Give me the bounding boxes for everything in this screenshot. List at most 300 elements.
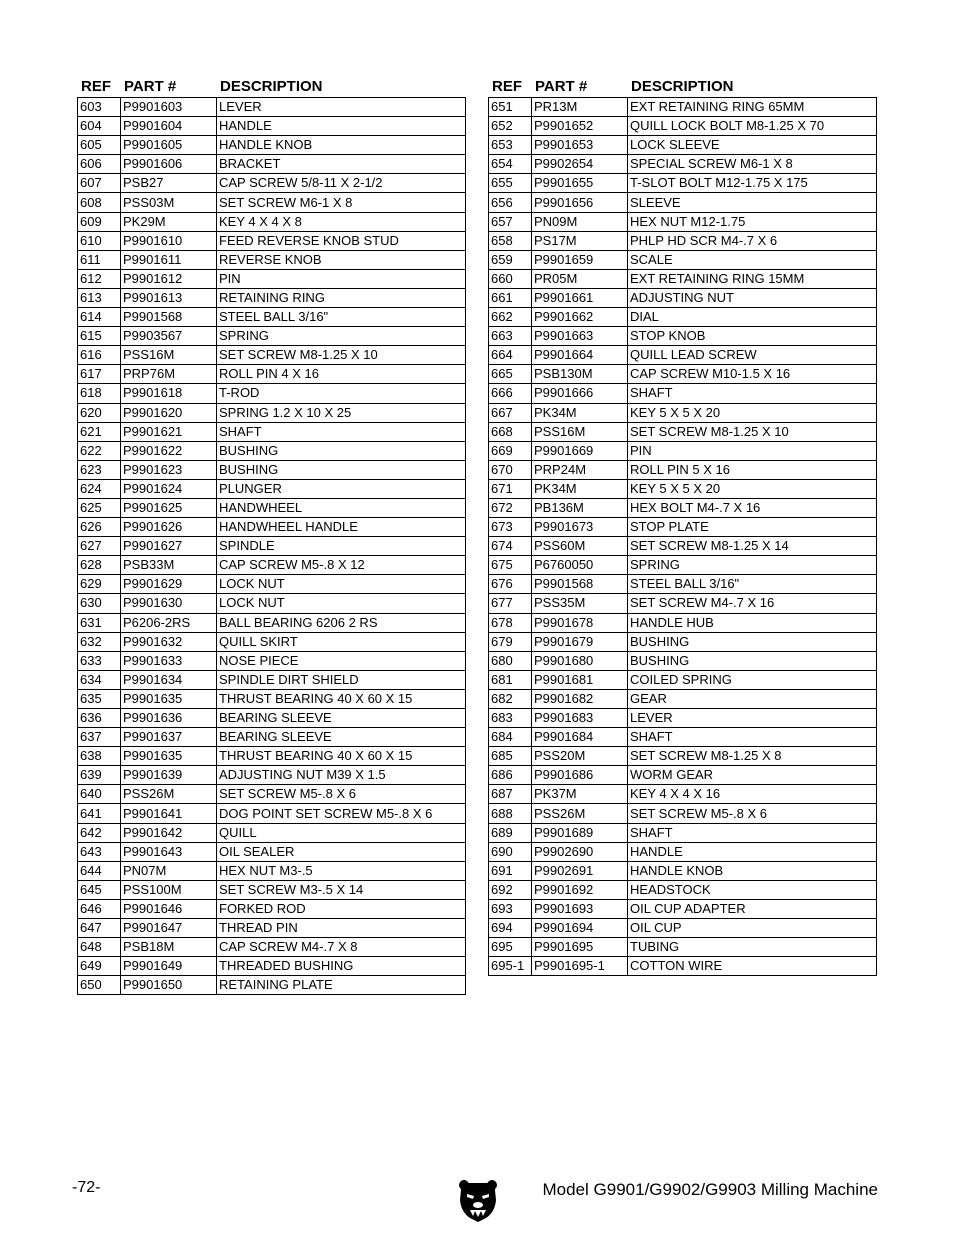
part-number-cell: PSS20M — [532, 747, 628, 766]
part-number-cell: P9901689 — [532, 823, 628, 842]
part-number-cell: P9901642 — [121, 823, 217, 842]
part-number-cell: P9901568 — [121, 308, 217, 327]
table-row — [489, 269, 877, 288]
ref-cell: 631 — [78, 613, 121, 632]
ref-cell: 692 — [489, 880, 532, 899]
ref-cell: 635 — [78, 689, 121, 708]
description-cell: SET SCREW M4-.7 X 16 — [628, 594, 877, 613]
description-cell: TUBING — [628, 938, 877, 957]
description-cell: SLEEVE — [628, 193, 877, 212]
ref-cell: 625 — [78, 498, 121, 517]
description-cell: THRUST BEARING 40 X 60 X 15 — [217, 747, 466, 766]
description-cell: SET SCREW M5-.8 X 6 — [217, 785, 466, 804]
description-cell: PIN — [628, 441, 877, 460]
description-cell: BUSHING — [628, 632, 877, 651]
table-row — [489, 957, 877, 976]
ref-cell: 691 — [489, 861, 532, 880]
ref-cell: 612 — [78, 269, 121, 288]
ref-cell: 640 — [78, 785, 121, 804]
ref-cell: 680 — [489, 651, 532, 670]
part-number-cell: P9901630 — [121, 594, 217, 613]
part-number-cell: P9901629 — [121, 575, 217, 594]
ref-cell: 686 — [489, 766, 532, 785]
ref-cell: 632 — [78, 632, 121, 651]
table-row — [489, 899, 877, 918]
ref-cell: 683 — [489, 709, 532, 728]
ref-cell: 695-1 — [489, 957, 532, 976]
ref-cell: 661 — [489, 288, 532, 307]
part-number-cell: P9901625 — [121, 498, 217, 517]
table-row — [78, 938, 466, 957]
ref-cell: 684 — [489, 728, 532, 747]
ref-cell: 639 — [78, 766, 121, 785]
description-cell: HANDLE — [217, 117, 466, 136]
description-cell: RETAINING PLATE — [217, 976, 466, 995]
part-number-cell: P9901678 — [532, 613, 628, 632]
ref-cell: 657 — [489, 212, 532, 231]
table-row — [78, 346, 466, 365]
table-row — [489, 346, 877, 365]
table-row — [78, 117, 466, 136]
part-number-cell: P9901606 — [121, 155, 217, 174]
table-row — [489, 575, 877, 594]
ref-cell: 675 — [489, 556, 532, 575]
part-number-cell: P9901611 — [121, 250, 217, 269]
ref-cell: 605 — [78, 136, 121, 155]
description-cell: T-SLOT BOLT M12-1.75 X 175 — [628, 174, 877, 193]
part-number-cell: P9901635 — [121, 689, 217, 708]
part-number-cell: PSS03M — [121, 193, 217, 212]
part-number-cell: PSS60M — [532, 537, 628, 556]
part-number-cell: P9901661 — [532, 288, 628, 307]
description-cell: SET SCREW M5-.8 X 6 — [628, 804, 877, 823]
table-row — [489, 479, 877, 498]
table-row — [489, 919, 877, 938]
part-number-cell: PSB130M — [532, 365, 628, 384]
description-cell: SHAFT — [628, 728, 877, 747]
part-number-cell: P9901623 — [121, 460, 217, 479]
description-cell: HANDLE HUB — [628, 613, 877, 632]
ref-cell: 676 — [489, 575, 532, 594]
table-row — [489, 670, 877, 689]
ref-cell: 646 — [78, 899, 121, 918]
table-row — [78, 155, 466, 174]
part-number-cell: P9901604 — [121, 117, 217, 136]
part-number-cell: P9901695-1 — [532, 957, 628, 976]
table-row — [78, 823, 466, 842]
table-row — [78, 250, 466, 269]
description-cell: SET SCREW M8-1.25 X 10 — [217, 346, 466, 365]
description-cell: HANDLE KNOB — [217, 136, 466, 155]
ref-cell: 671 — [489, 479, 532, 498]
ref-cell: 655 — [489, 174, 532, 193]
part-number-cell: PB136M — [532, 498, 628, 517]
description-cell: QUILL LOCK BOLT M8-1.25 X 70 — [628, 117, 877, 136]
ref-cell: 614 — [78, 308, 121, 327]
table-row — [78, 174, 466, 193]
description-cell: CAP SCREW 5/8-11 X 2-1/2 — [217, 174, 466, 193]
table-row — [489, 518, 877, 537]
description-cell: OIL CUP — [628, 919, 877, 938]
ref-cell: 630 — [78, 594, 121, 613]
description-cell: ADJUSTING NUT — [628, 288, 877, 307]
description-cell: QUILL — [217, 823, 466, 842]
ref-cell: 690 — [489, 842, 532, 861]
description-cell: HANDWHEEL — [217, 498, 466, 517]
part-number-cell: PK37M — [532, 785, 628, 804]
description-cell: HANDWHEEL HANDLE — [217, 518, 466, 537]
ref-cell: 687 — [489, 785, 532, 804]
table-row — [78, 861, 466, 880]
ref-cell: 681 — [489, 670, 532, 689]
ref-cell: 606 — [78, 155, 121, 174]
part-number-cell: P9901636 — [121, 709, 217, 728]
description-cell: PHLP HD SCR M4-.7 X 6 — [628, 231, 877, 250]
description-cell: EXT RETAINING RING 15MM — [628, 269, 877, 288]
description-cell: COTTON WIRE — [628, 957, 877, 976]
part-number-cell: P9901622 — [121, 441, 217, 460]
table-row — [489, 365, 877, 384]
table-row — [78, 689, 466, 708]
part-number-cell: PS17M — [532, 231, 628, 250]
table-row — [78, 327, 466, 346]
ref-cell: 652 — [489, 117, 532, 136]
table-row — [78, 212, 466, 231]
part-number-cell: P9901659 — [532, 250, 628, 269]
table-row — [489, 880, 877, 899]
ref-cell: 609 — [78, 212, 121, 231]
description-cell: ADJUSTING NUT M39 X 1.5 — [217, 766, 466, 785]
table-row — [78, 231, 466, 250]
part-number-cell: P9901643 — [121, 842, 217, 861]
part-header: PART # — [124, 78, 177, 95]
ref-cell: 617 — [78, 365, 121, 384]
description-cell: FORKED ROD — [217, 899, 466, 918]
page-number: -72- — [72, 1179, 101, 1196]
ref-cell: 667 — [489, 403, 532, 422]
description-cell: THRUST BEARING 40 X 60 X 15 — [217, 689, 466, 708]
table-row — [489, 174, 877, 193]
part-number-cell: P9901612 — [121, 269, 217, 288]
description-cell: BALL BEARING 6206 2 RS — [217, 613, 466, 632]
ref-cell: 651 — [489, 98, 532, 117]
ref-cell: 677 — [489, 594, 532, 613]
table-row — [489, 556, 877, 575]
ref-cell: 629 — [78, 575, 121, 594]
ref-cell: 695 — [489, 938, 532, 957]
table-row — [78, 518, 466, 537]
description-cell: STEEL BALL 3/16" — [217, 308, 466, 327]
part-number-cell: PSS26M — [121, 785, 217, 804]
description-cell: KEY 5 X 5 X 20 — [628, 403, 877, 422]
description-cell: LOCK SLEEVE — [628, 136, 877, 155]
part-number-cell: P9901681 — [532, 670, 628, 689]
description-cell: FEED REVERSE KNOB STUD — [217, 231, 466, 250]
part-number-cell: P9901664 — [532, 346, 628, 365]
table-row — [78, 728, 466, 747]
description-cell: KEY 5 X 5 X 20 — [628, 479, 877, 498]
ref-cell: 685 — [489, 747, 532, 766]
description-cell: OIL SEALER — [217, 842, 466, 861]
ref-cell: 665 — [489, 365, 532, 384]
ref-cell: 644 — [78, 861, 121, 880]
table-row — [78, 575, 466, 594]
table-row — [489, 709, 877, 728]
description-cell: HANDLE KNOB — [628, 861, 877, 880]
table-row — [489, 384, 877, 403]
table-row — [489, 117, 877, 136]
left-parts-table — [77, 76, 465, 995]
table-row — [489, 498, 877, 517]
table-row — [489, 327, 877, 346]
description-cell: DIAL — [628, 308, 877, 327]
table-row — [78, 766, 466, 785]
table-row — [489, 250, 877, 269]
ref-cell: 633 — [78, 651, 121, 670]
ref-cell: 649 — [78, 957, 121, 976]
ref-cell: 682 — [489, 689, 532, 708]
ref-cell: 637 — [78, 728, 121, 747]
table-row — [78, 269, 466, 288]
table-row — [78, 460, 466, 479]
description-cell: THREADED BUSHING — [217, 957, 466, 976]
ref-cell: 607 — [78, 174, 121, 193]
table-row — [78, 193, 466, 212]
part-number-cell: P9901679 — [532, 632, 628, 651]
right-table-header — [488, 76, 876, 97]
part-number-cell: P9901639 — [121, 766, 217, 785]
table-row — [78, 880, 466, 899]
part-number-cell: P9901693 — [532, 899, 628, 918]
description-cell: STOP PLATE — [628, 518, 877, 537]
description-cell: NOSE PIECE — [217, 651, 466, 670]
table-row — [489, 938, 877, 957]
table-row — [78, 957, 466, 976]
table-row — [489, 308, 877, 327]
part-number-cell: PSS16M — [532, 422, 628, 441]
description-cell: SET SCREW M8-1.25 X 14 — [628, 537, 877, 556]
table-row — [489, 632, 877, 651]
table-row — [489, 594, 877, 613]
description-cell: OIL CUP ADAPTER — [628, 899, 877, 918]
ref-cell: 603 — [78, 98, 121, 117]
ref-cell: 641 — [78, 804, 121, 823]
description-cell: QUILL LEAD SCREW — [628, 346, 877, 365]
part-number-cell: P9901626 — [121, 518, 217, 537]
ref-cell: 615 — [78, 327, 121, 346]
part-number-cell: P9901632 — [121, 632, 217, 651]
part-number-cell: PK34M — [532, 403, 628, 422]
table-row — [78, 594, 466, 613]
ref-cell: 642 — [78, 823, 121, 842]
table-row — [489, 231, 877, 250]
description-cell: SPRING 1.2 X 10 X 25 — [217, 403, 466, 422]
table-row — [78, 288, 466, 307]
description-cell: ROLL PIN 5 X 16 — [628, 460, 877, 479]
table-row — [489, 613, 877, 632]
description-cell: BEARING SLEEVE — [217, 709, 466, 728]
description-cell: LEVER — [217, 98, 466, 117]
part-number-cell: P9901641 — [121, 804, 217, 823]
table-row — [489, 98, 877, 117]
table-row — [489, 441, 877, 460]
ref-cell: 654 — [489, 155, 532, 174]
ref-cell: 688 — [489, 804, 532, 823]
description-cell: BRACKET — [217, 155, 466, 174]
part-number-cell: PSS100M — [121, 880, 217, 899]
description-cell: QUILL SKIRT — [217, 632, 466, 651]
part-number-cell: PN09M — [532, 212, 628, 231]
part-number-cell: P9901673 — [532, 518, 628, 537]
table-row — [489, 155, 877, 174]
table-row — [78, 842, 466, 861]
ref-cell: 608 — [78, 193, 121, 212]
table-row — [489, 460, 877, 479]
part-header: PART # — [535, 78, 588, 95]
table-row — [489, 728, 877, 747]
ref-cell: 668 — [489, 422, 532, 441]
description-cell: HEADSTOCK — [628, 880, 877, 899]
table-row — [78, 136, 466, 155]
table-row — [489, 136, 877, 155]
part-number-cell: P9901635 — [121, 747, 217, 766]
part-number-cell: PSS26M — [532, 804, 628, 823]
part-number-cell: P9901669 — [532, 441, 628, 460]
description-cell: BUSHING — [217, 441, 466, 460]
ref-cell: 616 — [78, 346, 121, 365]
description-cell: ROLL PIN 4 X 16 — [217, 365, 466, 384]
table-row — [78, 537, 466, 556]
ref-cell: 673 — [489, 518, 532, 537]
table-row — [78, 403, 466, 422]
table-row — [489, 403, 877, 422]
part-number-cell: PR05M — [532, 269, 628, 288]
part-number-cell: P9901568 — [532, 575, 628, 594]
ref-cell: 670 — [489, 460, 532, 479]
part-number-cell: PSB33M — [121, 556, 217, 575]
ref-cell: 620 — [78, 403, 121, 422]
description-cell: LOCK NUT — [217, 594, 466, 613]
description-cell: HEX NUT M3-.5 — [217, 861, 466, 880]
table-row — [489, 804, 877, 823]
description-cell: SHAFT — [217, 422, 466, 441]
table-row — [78, 98, 466, 117]
part-number-cell: PSB18M — [121, 938, 217, 957]
part-number-cell: PK34M — [532, 479, 628, 498]
ref-cell: 622 — [78, 441, 121, 460]
description-cell: BUSHING — [217, 460, 466, 479]
description-cell: SET SCREW M3-.5 X 14 — [217, 880, 466, 899]
ref-cell: 627 — [78, 537, 121, 556]
description-cell: HEX NUT M12-1.75 — [628, 212, 877, 231]
part-number-cell: P9901634 — [121, 670, 217, 689]
description-cell: CAP SCREW M4-.7 X 8 — [217, 938, 466, 957]
part-number-cell: PSS35M — [532, 594, 628, 613]
description-cell: STOP KNOB — [628, 327, 877, 346]
ref-cell: 628 — [78, 556, 121, 575]
table-row — [78, 384, 466, 403]
ref-cell: 624 — [78, 479, 121, 498]
table-row — [489, 823, 877, 842]
ref-cell: 672 — [489, 498, 532, 517]
ref-cell: 659 — [489, 250, 532, 269]
table-row — [78, 919, 466, 938]
part-number-cell: P9901650 — [121, 976, 217, 995]
ref-cell: 694 — [489, 919, 532, 938]
ref-cell: 604 — [78, 117, 121, 136]
description-cell: T-ROD — [217, 384, 466, 403]
description-cell: PIN — [217, 269, 466, 288]
ref-cell: 658 — [489, 231, 532, 250]
description-cell: LOCK NUT — [217, 575, 466, 594]
table-row — [489, 288, 877, 307]
description-header: DESCRIPTION — [220, 78, 323, 95]
part-number-cell: P9901627 — [121, 537, 217, 556]
ref-cell: 669 — [489, 441, 532, 460]
description-cell: SET SCREW M8-1.25 X 10 — [628, 422, 877, 441]
part-number-cell: P9901695 — [532, 938, 628, 957]
part-number-cell: P9901621 — [121, 422, 217, 441]
right-parts-table — [488, 76, 876, 976]
ref-cell: 626 — [78, 518, 121, 537]
table-row — [489, 689, 877, 708]
ref-cell: 663 — [489, 327, 532, 346]
ref-cell: 613 — [78, 288, 121, 307]
description-cell: SCALE — [628, 250, 877, 269]
description-cell: SHAFT — [628, 384, 877, 403]
part-number-cell: P9901603 — [121, 98, 217, 117]
description-cell: HEX BOLT M4-.7 X 16 — [628, 498, 877, 517]
bear-head-logo-icon — [458, 1178, 498, 1222]
ref-cell: 623 — [78, 460, 121, 479]
table-row — [78, 556, 466, 575]
description-cell: THREAD PIN — [217, 919, 466, 938]
table-row — [489, 193, 877, 212]
ref-cell: 656 — [489, 193, 532, 212]
ref-cell: 660 — [489, 269, 532, 288]
table-row — [78, 747, 466, 766]
part-number-cell: P9903567 — [121, 327, 217, 346]
description-cell: BEARING SLEEVE — [217, 728, 466, 747]
ref-header: REF — [492, 78, 522, 95]
part-number-cell: P6206-2RS — [121, 613, 217, 632]
description-cell: HANDLE — [628, 842, 877, 861]
table-row — [78, 709, 466, 728]
part-number-cell: PN07M — [121, 861, 217, 880]
ref-cell: 666 — [489, 384, 532, 403]
table-row — [78, 976, 466, 995]
table-row — [489, 212, 877, 231]
part-number-cell: PR13M — [532, 98, 628, 117]
description-cell: KEY 4 X 4 X 8 — [217, 212, 466, 231]
description-cell: CAP SCREW M10-1.5 X 16 — [628, 365, 877, 384]
ref-cell: 647 — [78, 919, 121, 938]
description-cell: SPRING — [628, 556, 877, 575]
table-row — [78, 651, 466, 670]
part-number-cell: P9901656 — [532, 193, 628, 212]
description-cell: CAP SCREW M5-.8 X 12 — [217, 556, 466, 575]
description-cell: DOG POINT SET SCREW M5-.8 X 6 — [217, 804, 466, 823]
table-row — [489, 747, 877, 766]
part-number-cell: P9901683 — [532, 709, 628, 728]
part-number-cell: P9901646 — [121, 899, 217, 918]
part-number-cell: PSS16M — [121, 346, 217, 365]
ref-cell: 653 — [489, 136, 532, 155]
table-row — [489, 785, 877, 804]
part-number-cell: P9901692 — [532, 880, 628, 899]
description-cell: REVERSE KNOB — [217, 250, 466, 269]
table-row — [78, 613, 466, 632]
